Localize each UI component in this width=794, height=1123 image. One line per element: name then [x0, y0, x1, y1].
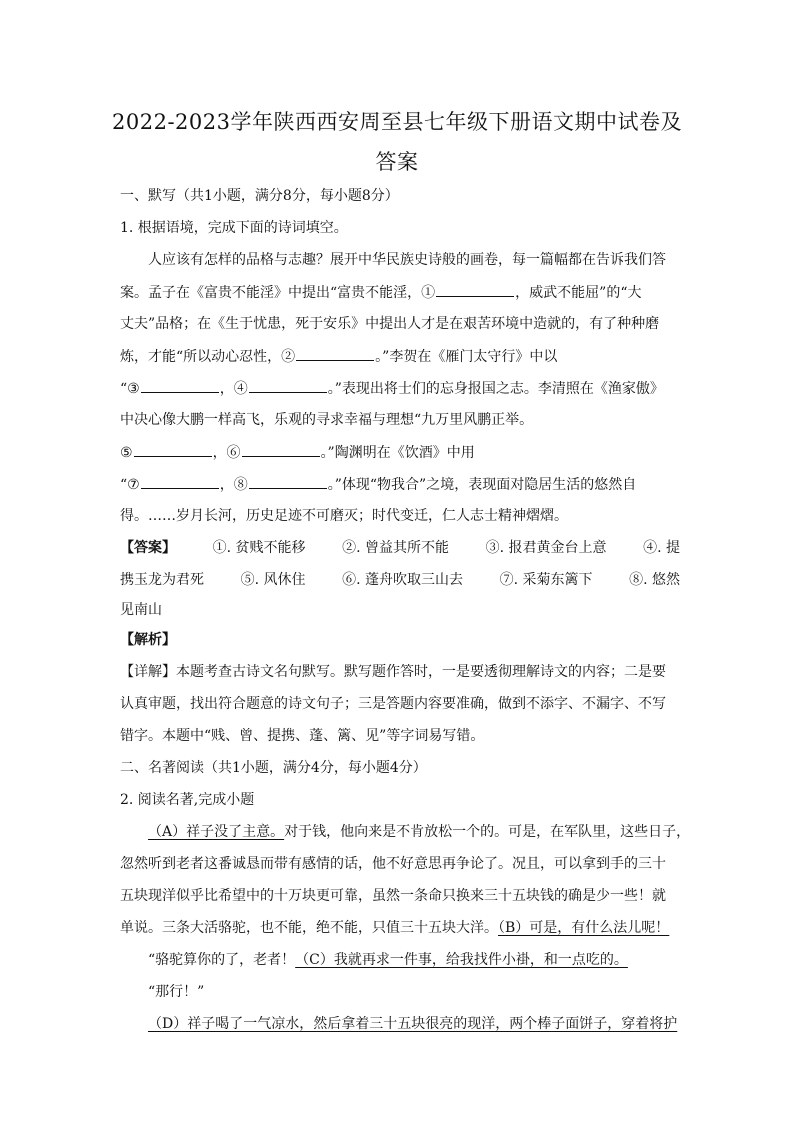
fill-blank-5 [134, 442, 212, 457]
text-segment: 单说。三条大活骆驼，也不能，绝不能，只值三十五块大洋。 [120, 920, 498, 936]
analysis-label: 【解析】 [120, 632, 176, 648]
answer-item: ①. 贫贱不能移 [212, 540, 306, 556]
answer-item: ⑤. 风休住 [240, 572, 306, 588]
text-segment: “⑦ [120, 477, 140, 493]
marked-sentence-b: （B）可是，有什么法儿呢！ [498, 920, 670, 936]
answer-line3: 见南山 [120, 602, 162, 618]
marked-sentence-d: （D）祥子喝了一气凉水，然后拿着三十五块很亮的现洋，两个棒子面饼子，穿着将护 [148, 1016, 678, 1032]
marked-sentence-a: （A）祥子没了主意。 [148, 824, 285, 840]
question1-prompt: 1. 根据语境，完成下面的诗词填空。 [120, 220, 348, 236]
excerpt-line1 [148, 822, 691, 842]
poem-para-line3: 丈夫”品格；在《生于忧患，死于安乐》中提出人才是在艰苦环境中造就的，有了种种磨 [120, 316, 660, 332]
detail-line2: 认真审题，找出符合题意的诗文句子；三是答题内容要准确，做到不添字、不漏字、不写 [120, 696, 666, 712]
text-segment: ，⑧ [219, 477, 248, 493]
text-segment: ，威武不能屈”的“大 [515, 285, 642, 301]
fill-blank-8 [249, 474, 327, 489]
poem-para-line7 [120, 442, 680, 463]
document-title-line1: 2022-2023学年陕西西安周至县七年级下册语文期中试卷及 [112, 110, 682, 134]
question2-prompt: 2. 阅读名著,完成小题 [120, 792, 255, 808]
excerpt-line6: “那行！” [148, 984, 205, 1000]
excerpt-line7 [148, 1014, 680, 1034]
answer-item: ③. 报君黄金台上意 [485, 540, 607, 556]
text-segment: 炼，才能“所以动心忍性，② [120, 349, 296, 365]
poem-para-line6: 中决心像大鹏一样高飞，乐观的寻求幸福与理想“九万里风鹏正举。 [120, 412, 534, 428]
text-segment: 对于钱，他向来是不肯放松一个的。可是，在军队里，这些日子， [284, 824, 691, 840]
answer-item: ⑥. 蓬舟吹取三山去 [342, 572, 463, 588]
text-segment: ，④ [219, 381, 248, 397]
excerpt-line5 [148, 950, 680, 970]
text-segment: “③ [120, 381, 140, 397]
poem-para-line1: 人应该有怎样的品格与志趣？展开中华民族史诗般的画卷，每一篇幅都在告诉我们答 [148, 252, 666, 268]
poem-para-line8 [120, 474, 680, 495]
answer-label: 【答案】 [120, 540, 176, 556]
section1-heading: 一、默写（共1小题，满分8分，每小题8分） [120, 188, 399, 204]
fill-blank-1 [436, 282, 514, 297]
detail-line3: 错字。本题中“贱、曾、提携、蓬、篱、见”等字词易写错。 [120, 728, 485, 744]
excerpt-line2: 忽然听到老者这番诚恳而带有感情的话，他不好意思再争论了。况且，可以拿到手的三十 [120, 856, 666, 872]
detail-line1: 【详解】本题考查古诗文名句默写。默写题作答时，一是要透彻理解诗文的内容；二是要 [120, 664, 666, 680]
fill-blank-2 [296, 346, 374, 361]
poem-para-line9: 得。……岁月长河，历史足迹不可磨灭；时代变迁，仁人志士精神熠熠。 [120, 508, 568, 524]
answer-line2 [120, 570, 680, 590]
answer-line1 [120, 538, 680, 558]
answer-item: ②. 曾益其所不能 [342, 540, 449, 556]
excerpt-line4 [120, 918, 680, 938]
fill-blank-3 [141, 378, 219, 393]
text-segment: ⑤ [120, 445, 133, 461]
text-segment: 案。孟子在《富贵不能淫》中提出“富贵不能淫，① [120, 285, 436, 301]
text-segment: 。”表现出将士们的忘身报国之志。李清照在《渔家傲》 [327, 381, 664, 397]
poem-para-line4 [120, 346, 680, 367]
answer-item: ④. 提 [643, 540, 680, 556]
text-segment: ，⑥ [212, 445, 241, 461]
answer-item: 携玉龙为君死 [120, 572, 204, 588]
document-title-line2: 答案 [375, 150, 419, 174]
text-segment: “骆驼算你的了，老者！ [148, 952, 296, 968]
text-segment: 。”体现“物我合”之境，表现面对隐居生活的悠然自 [327, 477, 637, 493]
fill-blank-6 [242, 442, 320, 457]
fill-blank-4 [249, 378, 327, 393]
text-segment: 。”李贺在《雁门太守行》中以 [375, 349, 558, 365]
answer-item: ⑧. 悠然 [629, 572, 680, 588]
excerpt-line3: 五块现洋似乎比希望中的十万块更可靠，虽然一条命只换来三十五块钱的确是少一些！就 [120, 888, 666, 904]
fill-blank-7 [141, 474, 219, 489]
poem-para-line2 [120, 282, 680, 303]
section2-heading: 二、名著阅读（共1小题，满分4分，每小题4分） [120, 760, 427, 776]
answer-item: ⑦. 采菊东篱下 [499, 572, 593, 588]
poem-para-line5 [120, 378, 680, 399]
marked-sentence-c: （C）我就再求一件事，给我找件小褂，和一点吃的。 [295, 952, 628, 968]
text-segment: 。”陶渊明在《饮酒》中用 [320, 445, 475, 461]
